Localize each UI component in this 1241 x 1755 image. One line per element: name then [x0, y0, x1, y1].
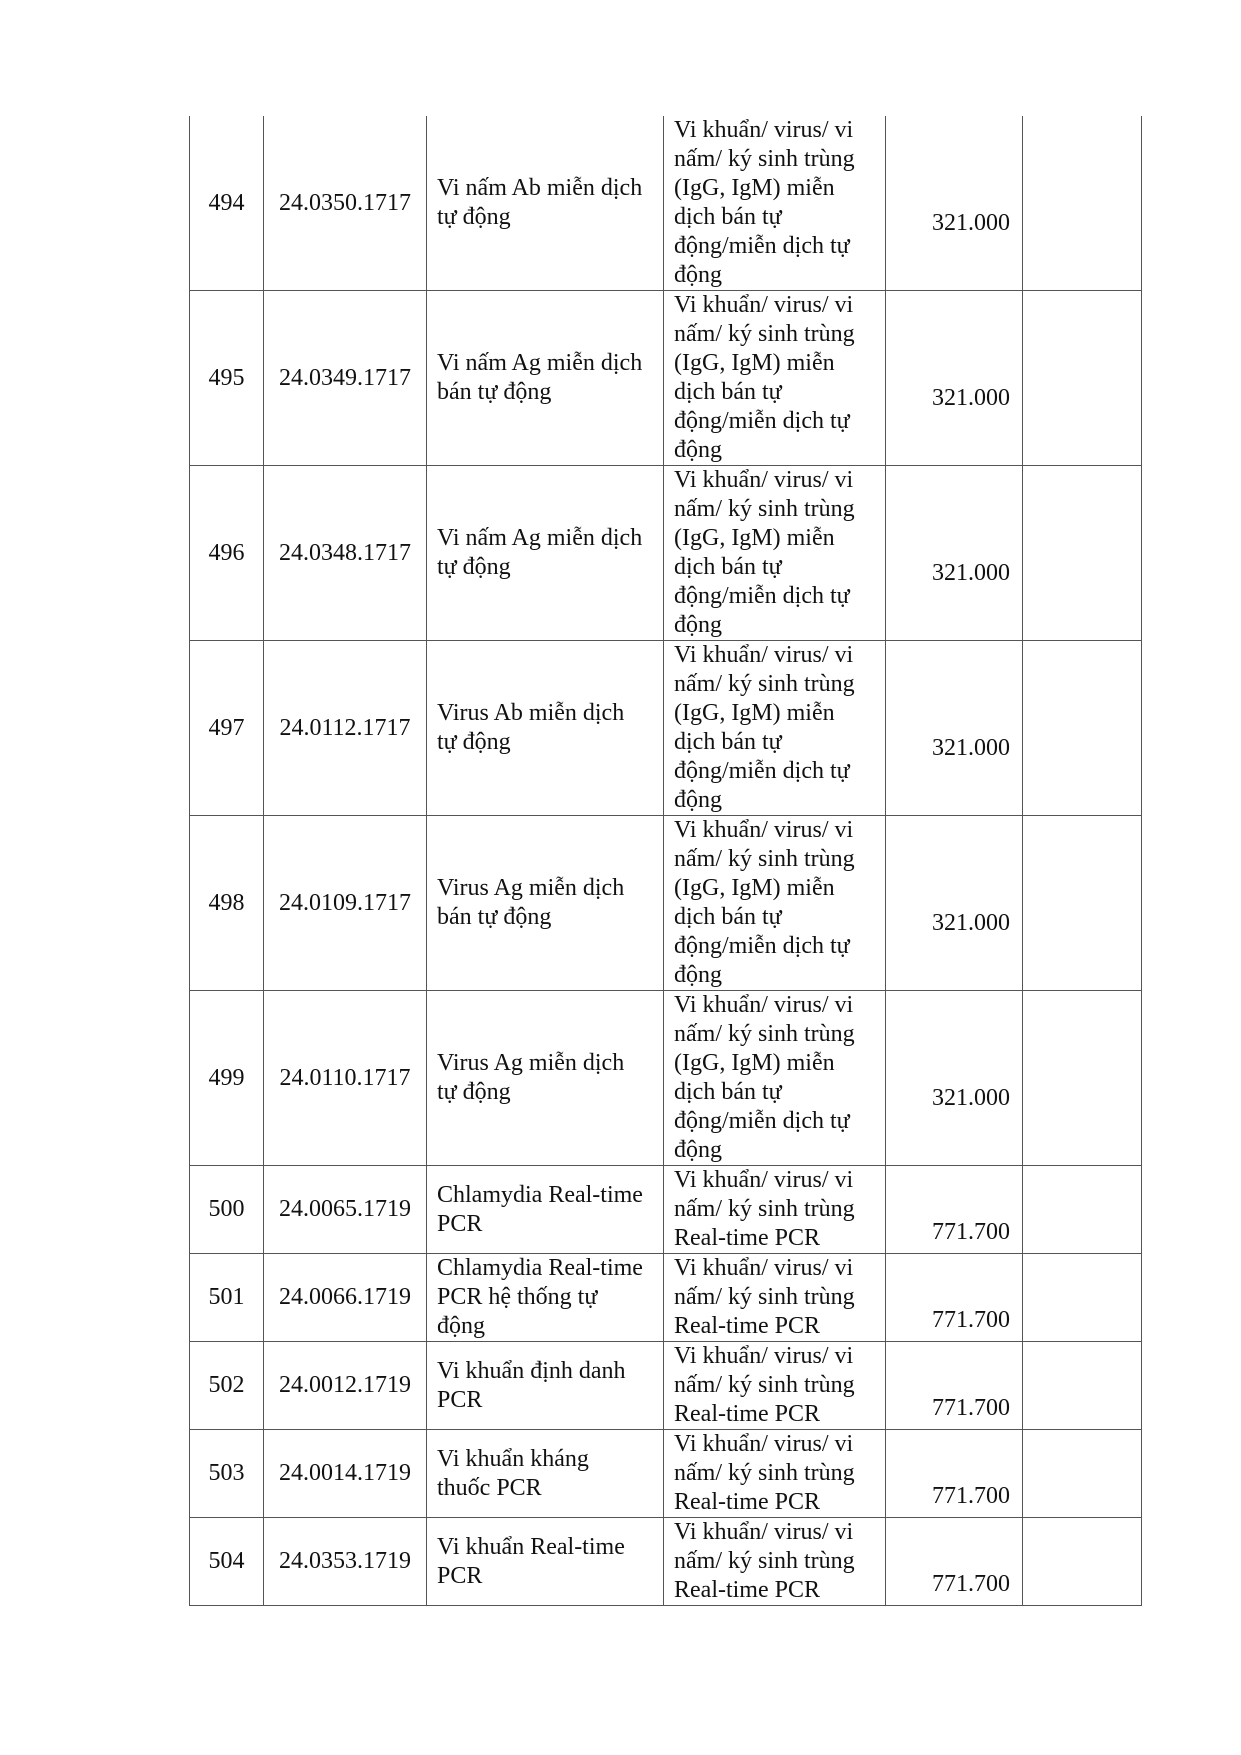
table-row: [190, 1342, 1142, 1430]
note-cell: [1023, 1166, 1142, 1254]
row-number-cell: 497: [190, 641, 264, 816]
price-group-cell: Vi khuẩn/ virus/ vi nấm/ ký sinh trùng (IgG, IgM) miễn dịch bán tự động/miễn dịch tự động: [664, 641, 886, 816]
note-cell: [1023, 991, 1142, 1166]
row-number-cell: 495: [190, 291, 264, 466]
service-name-cell: Chlamydia Real-time PCR: [427, 1166, 664, 1254]
price-cell: 771.700: [886, 1342, 1023, 1430]
note-cell: [1023, 641, 1142, 816]
service-name-cell: Vi nấm Ag miễn dịch tự động: [427, 466, 664, 641]
note-cell: [1023, 116, 1142, 291]
row-number-cell: 499: [190, 991, 264, 1166]
table-row: [190, 1166, 1142, 1254]
price-cell: 321.000: [886, 291, 1023, 466]
price-group-cell: Vi khuẩn/ virus/ vi nấm/ ký sinh trùng Real-time PCR: [664, 1254, 886, 1342]
service-name-cell: Virus Ag miễn dịch bán tự động: [427, 816, 664, 991]
price-group-cell: Vi khuẩn/ virus/ vi nấm/ ký sinh trùng (IgG, IgM) miễn dịch bán tự động/miễn dịch tự động: [664, 466, 886, 641]
table-row: [190, 116, 1142, 291]
service-name-cell: Vi khuẩn Real-time PCR: [427, 1518, 664, 1606]
service-name-cell: Virus Ag miễn dịch tự động: [427, 991, 664, 1166]
row-number-cell: 504: [190, 1518, 264, 1606]
table-row: [190, 1430, 1142, 1518]
price-cell: 321.000: [886, 816, 1023, 991]
service-code-cell: 24.0353.1719: [264, 1518, 427, 1606]
row-number-cell: 494: [190, 116, 264, 291]
row-number-cell: 501: [190, 1254, 264, 1342]
service-name-cell: Vi nấm Ag miễn dịch bán tự động: [427, 291, 664, 466]
table-row: [190, 641, 1142, 816]
table-row: [190, 1254, 1142, 1342]
row-number-cell: 502: [190, 1342, 264, 1430]
service-code-cell: 24.0350.1717: [264, 116, 427, 291]
price-cell: 771.700: [886, 1518, 1023, 1606]
price-group-cell: Vi khuẩn/ virus/ vi nấm/ ký sinh trùng Real-time PCR: [664, 1518, 886, 1606]
price-cell: 771.700: [886, 1254, 1023, 1342]
service-price-table: [189, 116, 1142, 1606]
note-cell: [1023, 816, 1142, 991]
note-cell: [1023, 1254, 1142, 1342]
price-group-cell: Vi khuẩn/ virus/ vi nấm/ ký sinh trùng (IgG, IgM) miễn dịch bán tự động/miễn dịch tự động: [664, 816, 886, 991]
price-cell: 771.700: [886, 1166, 1023, 1254]
table-row: [190, 816, 1142, 991]
service-code-cell: 24.0014.1719: [264, 1430, 427, 1518]
service-name-cell: Chlamydia Real-time PCR hệ thống tự động: [427, 1254, 664, 1342]
price-cell: 321.000: [886, 991, 1023, 1166]
service-code-cell: 24.0065.1719: [264, 1166, 427, 1254]
price-cell: 771.700: [886, 1430, 1023, 1518]
table-row: [190, 466, 1142, 641]
row-number-cell: 498: [190, 816, 264, 991]
note-cell: [1023, 1430, 1142, 1518]
table-row: [190, 291, 1142, 466]
price-group-cell: Vi khuẩn/ virus/ vi nấm/ ký sinh trùng Real-time PCR: [664, 1166, 886, 1254]
service-name-cell: Virus Ab miễn dịch tự động: [427, 641, 664, 816]
price-cell: 321.000: [886, 116, 1023, 291]
price-group-cell: Vi khuẩn/ virus/ vi nấm/ ký sinh trùng Real-time PCR: [664, 1342, 886, 1430]
service-code-cell: 24.0012.1719: [264, 1342, 427, 1430]
note-cell: [1023, 1518, 1142, 1606]
row-number-cell: 500: [190, 1166, 264, 1254]
service-code-cell: 24.0349.1717: [264, 291, 427, 466]
table-row: [190, 991, 1142, 1166]
price-group-cell: Vi khuẩn/ virus/ vi nấm/ ký sinh trùng (IgG, IgM) miễn dịch bán tự động/miễn dịch tự động: [664, 991, 886, 1166]
price-cell: 321.000: [886, 641, 1023, 816]
service-code-cell: 24.0066.1719: [264, 1254, 427, 1342]
note-cell: [1023, 466, 1142, 641]
service-name-cell: Vi nấm Ab miễn dịch tự động: [427, 116, 664, 291]
price-group-cell: Vi khuẩn/ virus/ vi nấm/ ký sinh trùng (IgG, IgM) miễn dịch bán tự động/miễn dịch tự động: [664, 116, 886, 291]
price-group-cell: Vi khuẩn/ virus/ vi nấm/ ký sinh trùng Real-time PCR: [664, 1430, 886, 1518]
price-group-cell: Vi khuẩn/ virus/ vi nấm/ ký sinh trùng (IgG, IgM) miễn dịch bán tự động/miễn dịch tự động: [664, 291, 886, 466]
service-code-cell: 24.0112.1717: [264, 641, 427, 816]
row-number-cell: 503: [190, 1430, 264, 1518]
table-row: [190, 1518, 1142, 1606]
service-name-cell: Vi khuẩn kháng thuốc PCR: [427, 1430, 664, 1518]
service-code-cell: 24.0348.1717: [264, 466, 427, 641]
service-name-cell: Vi khuẩn định danh PCR: [427, 1342, 664, 1430]
note-cell: [1023, 1342, 1142, 1430]
service-code-cell: 24.0110.1717: [264, 991, 427, 1166]
price-cell: 321.000: [886, 466, 1023, 641]
service-code-cell: 24.0109.1717: [264, 816, 427, 991]
note-cell: [1023, 291, 1142, 466]
row-number-cell: 496: [190, 466, 264, 641]
